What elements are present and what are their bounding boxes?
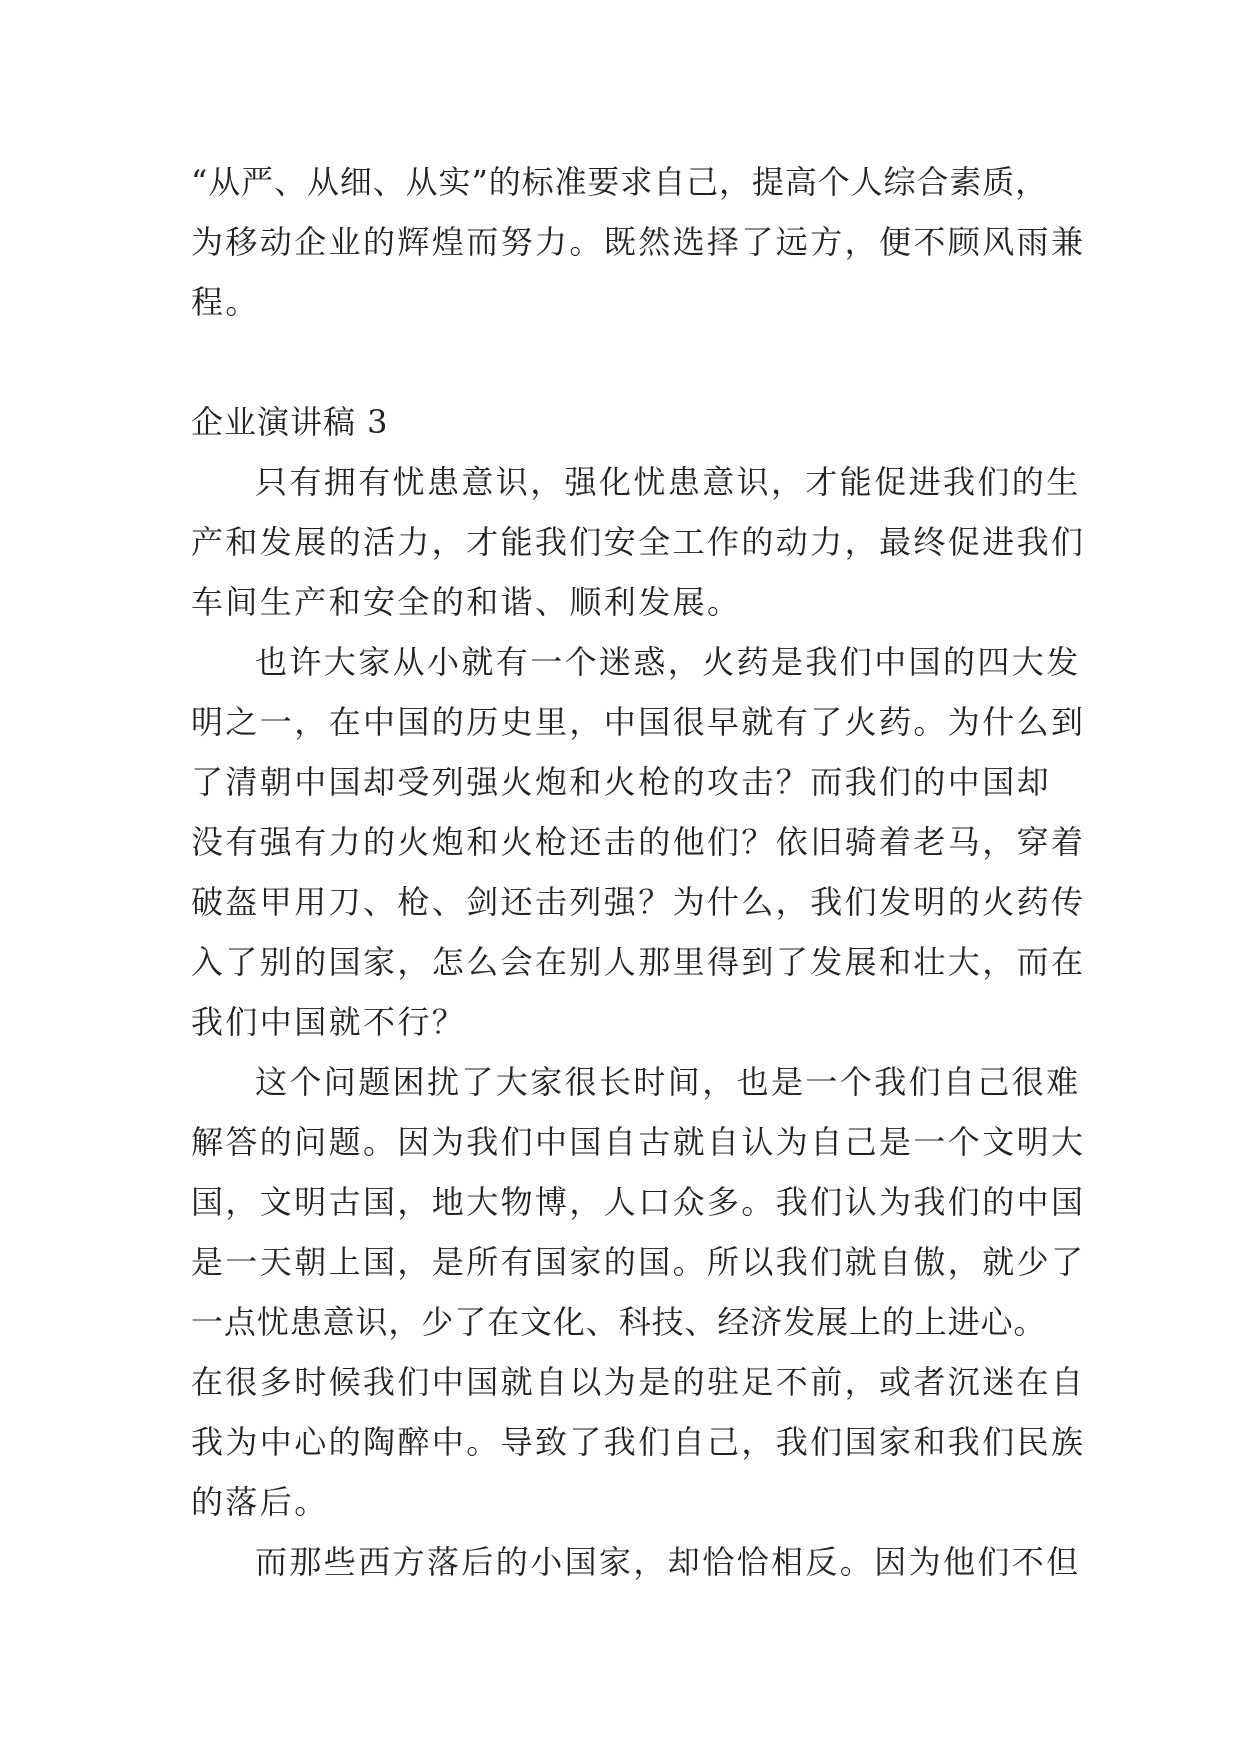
paragraph-2-line-2: 明之一，在中国的历史里，中国很早就有了火药。为什么到 — [191, 703, 1086, 741]
intro-line-1: “从严、从细、从实”的标准要求自己，提高个人综合素质， — [191, 163, 1049, 201]
paragraph-3-line-2: 解答的问题。因为我们中国自古就自认为自己是一个文明大 — [191, 1123, 1086, 1161]
paragraph-1-line-3: 车间生产和安全的和谐、顺利发展。 — [191, 583, 742, 621]
paragraph-3-line-6: 在很多时候我们中国就自以为是的驻足不前，或者沉迷在自 — [191, 1363, 1086, 1401]
paragraph-3-line-4: 是一天朝上国，是所有国家的国。所以我们就自傲，就少了 — [191, 1243, 1086, 1281]
paragraph-3-line-8: 的落后。 — [191, 1483, 329, 1521]
paragraph-1-line-1: 只有拥有忧患意识，强化忧患意识，才能促进我们的生 — [255, 463, 1081, 501]
paragraph-3-line-1: 这个问题困扰了大家很长时间，也是一个我们自己很难 — [255, 1063, 1081, 1101]
paragraph-2-line-5: 破盔甲用刀、枪、剑还击列强？为什么，我们发明的火药传 — [191, 883, 1086, 921]
paragraph-2-line-4: 没有强有力的火炮和火枪还击的他们？依旧骑着老马，穿着 — [191, 823, 1086, 861]
paragraph-2-line-1: 也许大家从小就有一个迷惑，火药是我们中国的四大发 — [255, 643, 1081, 681]
intro-line-2: 为移动企业的辉煌而努力。既然选择了远方，便不顾风雨兼 — [191, 223, 1086, 261]
intro-line-3: 程。 — [191, 283, 260, 321]
document-body — [191, 152, 1086, 1592]
paragraph-4-line-1: 而那些西方落后的小国家，却恰恰相反。因为他们不但 — [255, 1543, 1081, 1581]
paragraph-2-line-6: 入了别的国家，怎么会在别人那里得到了发展和壮大，而在 — [191, 943, 1086, 981]
paragraph-3-line-7: 我为中心的陶醉中。导致了我们自己，我们国家和我们民族 — [191, 1423, 1086, 1461]
paragraph-2-line-3: 了清朝中国却受列强火炮和火枪的攻击？而我们的中国却 — [191, 763, 1052, 801]
paragraph-3-line-3: 国，文明古国，地大物博，人口众多。我们认为我们的中国 — [191, 1183, 1086, 1221]
section-title: 企业演讲稿 3 — [191, 403, 389, 441]
paragraph-2-line-7: 我们中国就不行？ — [191, 1003, 467, 1041]
paragraph-1-line-2: 产和发展的活力，才能我们安全工作的动力，最终促进我们 — [191, 523, 1086, 561]
paragraph-3-line-5: 一点忧患意识，少了在文化、科技、经济发展上的上进心。 — [191, 1303, 1047, 1341]
